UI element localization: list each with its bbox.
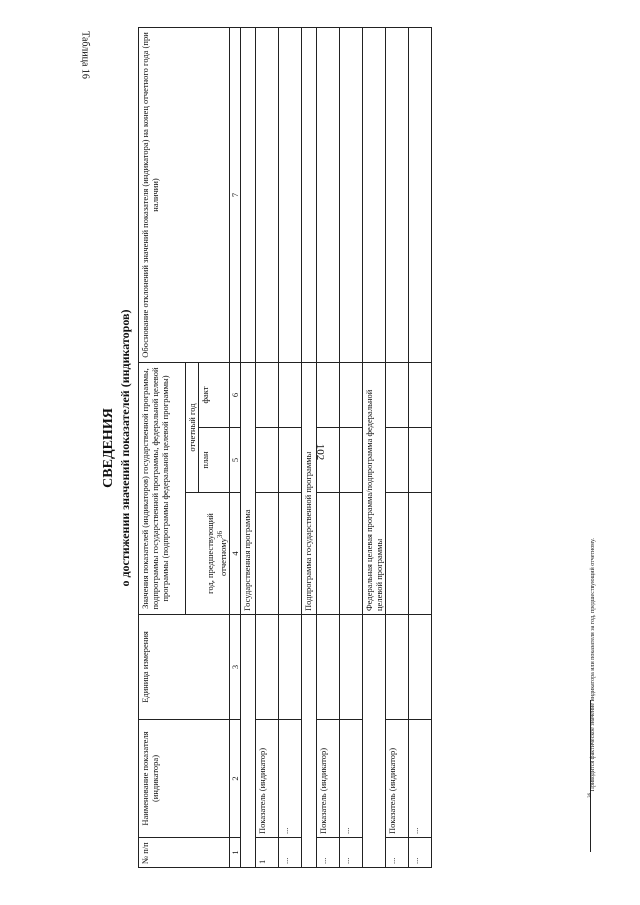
header-values-group: Значения показателей (индикаторов) государственной программы, подпрограммы государственной программы, федеральной целевой программы (подпрограммы федеральной целевой программы)	[139, 362, 186, 614]
row-name: Показатель (индикатор)	[386, 720, 409, 838]
row-num: ...	[279, 838, 302, 868]
header-report-year: отчетный год	[186, 362, 199, 492]
section-heading: Федеральная целевая программа/подпрограмма федеральной целевой программы	[363, 362, 386, 614]
col-num-6: 6	[230, 362, 241, 427]
col-num-3: 3	[230, 615, 241, 720]
header-unit: Единица измерения	[139, 615, 230, 720]
footnote	[588, 538, 596, 798]
col-num-7: 7	[230, 27, 241, 362]
col-num-5: 5	[230, 428, 241, 493]
section-heading: Государственная программа	[241, 362, 256, 614]
col-num-1: 1	[230, 838, 241, 868]
table-row	[317, 27, 340, 867]
footnote-ref: 36	[216, 531, 225, 539]
table-row	[386, 27, 409, 867]
column-number-row	[230, 27, 241, 867]
row-num: 1	[256, 838, 279, 868]
header-num: № п/п	[139, 838, 230, 868]
document-subtitle: о достижении значений показателей (индикаторов)	[118, 309, 132, 587]
section-heading-row	[302, 27, 317, 867]
header-prev-year-text: год, предшествующий отчетному	[205, 513, 228, 594]
indicators-table	[138, 27, 432, 868]
footnote-text: Приводится фактическое значение индикатора или показателя за год, предшествующий отчетному.	[590, 538, 596, 792]
table-row	[256, 27, 279, 867]
title-block	[101, 28, 133, 868]
document-title: СВЕДЕНИЯ	[101, 408, 116, 488]
row-num: ...	[317, 838, 340, 868]
table-row	[340, 27, 363, 867]
row-num: ...	[386, 838, 409, 868]
header-row-1	[139, 27, 186, 867]
table-row	[409, 27, 432, 867]
row-num: ...	[409, 838, 432, 868]
row-name: Показатель (индикатор)	[256, 720, 279, 838]
header-justification: Обоснование отклонений значений показателя (индикатора) на конец отчетного года (при наличии)	[139, 27, 230, 362]
section-heading-row	[241, 27, 256, 867]
row-name: Показатель (индикатор)	[317, 720, 340, 838]
section-heading: Подпрограмма государственной программы	[302, 362, 317, 614]
footnote-mark: 36	[588, 792, 593, 798]
table-label: Таблица 16	[79, 31, 91, 79]
table-row	[279, 27, 302, 867]
col-num-2: 2	[230, 720, 241, 838]
header-plan: план	[199, 428, 230, 493]
row-name: ...	[279, 720, 302, 838]
header-name: Наименование показателя (индикатора)	[139, 720, 230, 838]
row-name: ...	[409, 720, 432, 838]
header-prev-year	[186, 493, 230, 615]
row-name: ...	[340, 720, 363, 838]
page-number: 102	[314, 443, 326, 461]
section-heading-row	[363, 27, 386, 867]
col-num-4: 4	[230, 493, 241, 615]
row-num: ...	[340, 838, 363, 868]
rotated-page	[102, 28, 422, 868]
header-fact: факт	[199, 362, 230, 427]
